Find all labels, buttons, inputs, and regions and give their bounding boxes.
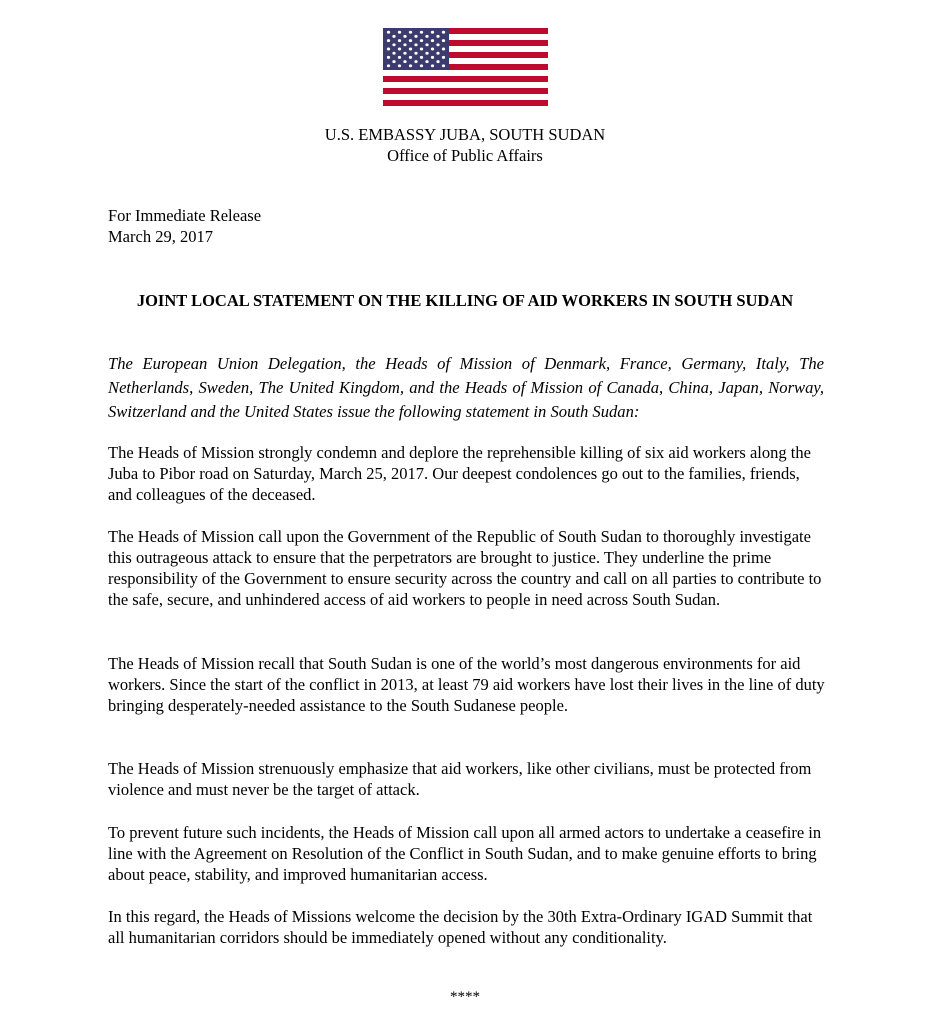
office-name: Office of Public Affairs — [387, 146, 543, 165]
embassy-name: U.S. EMBASSY JUBA, SOUTH SUDAN — [324, 125, 606, 144]
body-paragraph: The Heads of Mission strongly condemn and deplore the reprehensible killing of six aid workers along the Juba to Pibor road on Saturday, March 25, 2017. Our deepest condolences go out to the families, friends, and colleagues of the deceased. — [108, 443, 811, 504]
body-paragraph: The Heads of Mission recall that South Sudan is one of the world’s most dangerous environments for aid workers. Since the start of the conflict in 2013, at least 79 aid workers have lost their lives in the line of duty bringing desperately-needed assistance to the South Sudanese people. — [108, 654, 825, 715]
end-marker: **** — [450, 989, 480, 1005]
release-label: For Immediate Release — [108, 206, 262, 225]
body-paragraph: The Heads of Mission strenuously emphasize that aid workers, like other civilians, must be protected from violence and must never be the target of attack. — [108, 759, 812, 799]
release-date: March 29, 2017 — [108, 227, 213, 246]
body-paragraph: The Heads of Mission call upon the Government of the Republic of South Sudan to thoroughly investigate this outrageous attack to ensure that the perpetrators are brought to justice. They underline the prime responsibility of the Government to ensure security across the country and call on all parties to contribute to the safe, secure, and unhindered access of aid workers to people in need across South Sudan. — [108, 527, 822, 609]
body-paragraph: In this regard, the Heads of Missions welcome the decision by the 30th Extra-Ordinary IGAD Summit that all humanitarian corridors should be immediately opened without any conditionality. — [108, 907, 813, 947]
us-flag-icon — [383, 28, 548, 106]
body-paragraph: To prevent future such incidents, the Heads of Mission call upon all armed actors to undertake a ceasefire in line with the Agreement on Resolution of the Conflict in South Sudan, and to make genuine efforts to bring about peace, stability, and improved humanitarian access. — [108, 823, 822, 884]
release-info — [108, 205, 261, 247]
embassy-header — [0, 124, 930, 166]
statement-headline: JOINT LOCAL STATEMENT ON THE KILLING OF AID WORKERS IN SOUTH SUDAN — [136, 291, 794, 310]
intro-paragraph: The European Union Delegation, the Heads of Mission of Denmark, France, Germany, Italy, The Netherlands, Sweden, The United Kingdom, and the Heads of Mission of Canada, China, Japan, Norway, Switzerland and the United States issue the following statement in South Sudan: — [108, 354, 824, 421]
